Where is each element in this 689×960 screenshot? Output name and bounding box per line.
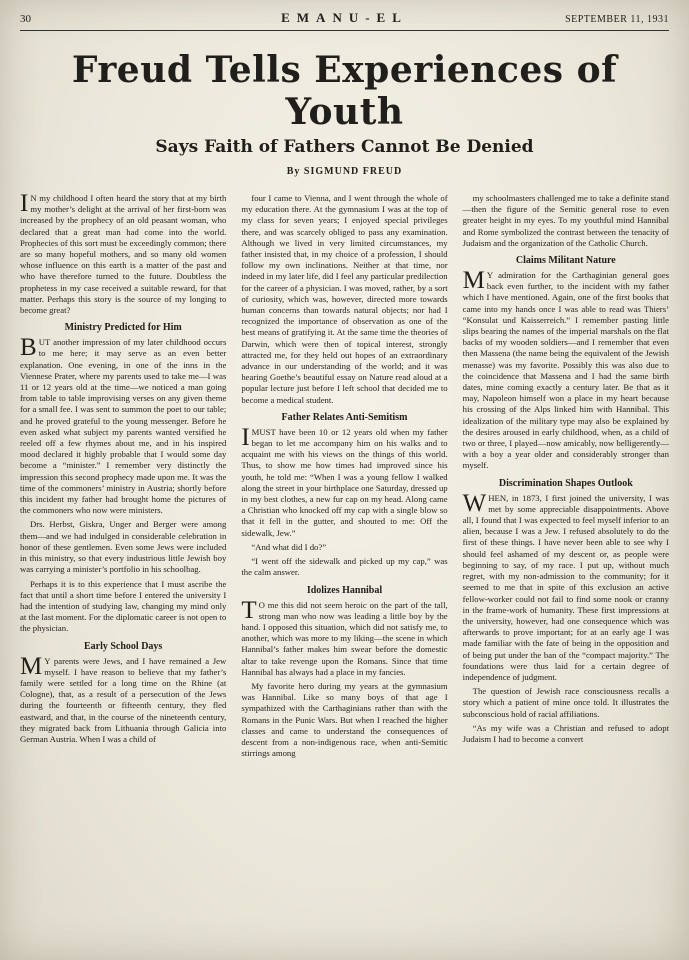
paragraph (20, 190, 227, 316)
page-header (20, 10, 669, 31)
column-2 (241, 193, 447, 762)
column-3 (463, 193, 669, 762)
dropcap: B (20, 334, 37, 362)
paragraph: My favorite hero during my years at the gymnasium was Hannibal. Like so many boys of that age I sympathized with the Carthaginians rather than with the Romans in the Punic Wars. But when I reached the higher classes and came to understand the consequences of descent from a non-indigenous race, when anti-Semitic stirrings among (241, 680, 448, 759)
section-heading: Father Relates Anti-Semitism (281, 411, 408, 423)
paragraph (20, 652, 227, 746)
dropcap: T (241, 596, 257, 624)
section-heading: Discrimination Shapes Outlook (498, 477, 633, 489)
paragraph: “I went off the sidewalk and picked up my cap,” was the calm answer. (241, 556, 448, 578)
paragraph-text: Y parents were Jews, and I have remained a Jew myself. I have reason to believe that my father’s family were settled for a long time on the Rhine (at Cologne), that, as a result of a persecution of the Jews during the fourteenth or fifteenth century, they fled eastward, and that, in the course of the nineteenth century, they migrated back from Lithuania through Galicia into German Austria. When I was a child of (20, 655, 227, 744)
article-body (20, 190, 669, 762)
dropcap: M (462, 267, 485, 295)
section-heading: Idolizes Hannibal (306, 584, 383, 596)
article-subhead: Says Faith of Fathers Cannot Be Denied (155, 137, 534, 157)
dropcap: W (462, 489, 487, 517)
dropcap: I (20, 190, 29, 217)
paragraph-text: Y admiration for the Carthaginian general goes back even further, to the incident with my father which I have mentioned. Again, one of the first books that came into my hands once I was able to read was Thiers’ “Konsulat und Kaisserreich.” I remember pasting little slips bearing the names of the imperial marshals on the flat backs of my wooden soldiers—and I remember that even then Massena (the name being the equivalent of the Jewish menasse) was my favorite. Possibly this was also due to the coincidence that Massena and I had the same birth dates, mine coming exactly a century later. Be that as it may, Napoleon himself won a place in my heart because his crossing of the Alps linked him with Hannibal. This idealization of the military type may also be explained by the desires aroused in early childhood, when, as a child of two or three, I played—now amicably, now belligerently—with a boy a year older and considerably stronger than myself. (462, 270, 669, 471)
paragraph-text: UT another impression of my later childhood occurs to me here; it may serve as an even better explanation. One evening, in one of the inns in the Viennese Prater, where my parents used to take me—I was 11 or 12 years old at the time—we noticed a man going from table to table improvising verses on any given theme for a small fee. I was sent to summon the poet to our table; and he proved grateful to the young messenger. Before he even asked what subject my parents wanted versified he reeled off a few rhymes about me, and in his inspired mood declared it highly probable that I would some day become a “minister.” I remember very distinctly the impression this second prophecy made upon me. It was the time of the commoners’ ministry in Austria; shortly before this incident my father had brought home the pictures of the commoners who now were ministers. (20, 337, 227, 516)
article-headline: Freud Tells Experiences of Youth (71, 49, 618, 133)
byline: By SIGMUND FREUD (286, 166, 403, 177)
paragraph (241, 596, 448, 678)
paragraph (462, 267, 669, 472)
paragraph (241, 423, 448, 539)
column-1 (20, 190, 227, 762)
paragraph: my schoolmasters challenged me to take a definite stand—then the figure of the Semitic general rose to even greater height in my eyes. To my youthful mind Hannibal and Rome symbolized the contrast between the tenacity of Judaism and the organization of the Catholic Church. (462, 193, 669, 248)
paragraph: The question of Jewish race consciousness recalls a story which a patient of mine once told. It illustrates the subconscious hold of racial affiliations. (462, 686, 669, 719)
paragraph-text: HEN, in 1873, I first joined the university, I was met by some appreciable disappointments. Above all, I found that I was expected to feel myself inferior to an alien, because I was a Jew. I refused absolutely to do the first of these things. I have never been able to see why I should feel ashamed of my descent or, as people were beginning to say, of my race. I put up, without much regret, with my non-admission to the community; for it seemed to me that in spite of this exclusion an active fellow-worker could not fail to find some nook or cranny in the frame-work of humanity. These first impressions at the university, however, had one consequence which was afterwards to prove important; for at an early age I was made familiar with the fate of being in the opposition and of being put under the ban of the “compact majority.” The foundations were thus laid for a certain degree of independence of judgment. (462, 492, 669, 682)
paragraph: Drs. Herbst, Giskra, Unger and Berger were among them—and we had indulged in considerable celebration in honor of these gentlemen. Even some Jews were included in this ministry, so that every industrious little Jewish boy was carrying a minister’s portfolio in his schoolbag. (20, 519, 227, 575)
dropcap: I (241, 423, 250, 451)
section-heading: Claims Militant Nature (515, 255, 616, 267)
section-heading: Early School Days (83, 640, 163, 652)
paragraph: “As my wife was a Christian and refused to adopt Judaism I had to become a convert (462, 722, 669, 744)
paragraph-text: MUST have been 10 or 12 years old when my father began to let me accompany him on his walks and to acquaint me with his views on the things of this world. Thus, to show me how times had improved since his youth, he told me: “When I was a young fellow I walked along the street in your birthplace one Saturday, dressed up in my best clothes, a new fur cap on my head. Along came a Christian who knocked off my cap with a single blow so that it fell in the gutter, and shouted to me: Off the sidewalk, Jew.” (241, 426, 448, 538)
section-heading: Ministry Predicted for Him (64, 322, 182, 334)
paragraph (462, 489, 669, 683)
paragraph (20, 334, 227, 516)
page-number: 30 (20, 13, 31, 25)
issue-date: SEPTEMBER 11, 1931 (565, 14, 669, 25)
masthead-title: EMANU-EL (281, 10, 408, 25)
paragraph-text: O me this did not seem heroic on the part of the tall, strong man who now was leading a little boy by the hand. I opposed this situation, which did not satisfy me, to another, which was more to my liking—the scene in which Hannibal’s father makes him swear before the domestic altar to take revenge upon the Romans. Since that time Hannibal has always had a place in my fancies. (241, 599, 448, 677)
paragraph: Perhaps it is to this experience that I must ascribe the fact that until a short time before I entered the university I had the intention of studying law, changing my mind only at the last moment. For the diplomatic career is not open to the physician. (20, 578, 227, 634)
paragraph-text: N my childhood I often heard the story that at my birth my mother’s delight at the arrival of her first-born was increased by the prophecy of an old peasant woman, who declared that a great man had come into the world. Prophecies of this sort must be exceedingly common; there are so many hopeful mothers, and so many old women whose influence on this earth is a matter of the past and who have therefore turned to the future. Doubtless the prophetess in my case received a suitable reward, for that matter. Perhaps this story is the source of my longing to become great? (20, 193, 227, 316)
paragraph: four I came to Vienna, and I went through the whole of my education there. At the gymnasium I was at the top of my class for seven years; I enjoyed special privileges there, and was scarcely obliged to pass any examination. Although we lived in very limited circumstances, my father insisted that, in my choice of a profession, I should follow my own inclinations. Neither at that time, nor indeed in my later life, did I feel any particular predilection for the career of a physician. I was moved, rather, by a sort of curiosity, which was, however, directed more towards human concerns than towards natural objects; nor had I recognized the importance of observation as one of the best means of gratifying it. At the same time the theories of Darwin, which were then of topical interest, strongly attracted me, for they held out hopes of an extraordinary advance in our understanding of the world; and it was hearing Goethe’s beautiful essay on Nature read aloud at a popular lecture just before I left school that decided me to become a medical student. (241, 193, 448, 405)
headline-block (20, 49, 669, 177)
paragraph: “And what did I do?” (251, 541, 327, 552)
dropcap: M (20, 652, 43, 680)
